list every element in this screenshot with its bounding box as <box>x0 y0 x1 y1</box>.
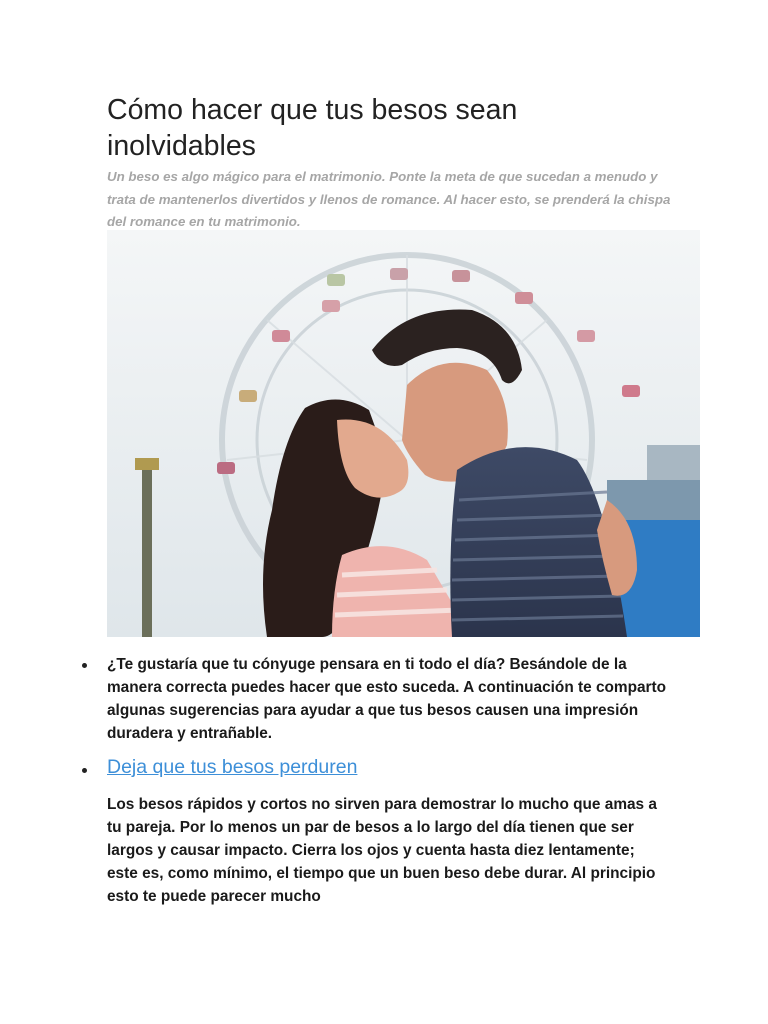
couple-kissing-photo <box>107 230 700 637</box>
section-paragraph: Los besos rápidos y cortos no sirven para demostrar lo mucho que amas a tu pareja. Por lo menos un par de besos a lo largo del día tienen que ser largos y causar impacto. Cierra los ojos y cuenta hasta diez lentamente; este es, como mínimo, el tiempo que un buen beso debe durar. Al principio esto te puede parecer mucho <box>107 796 657 905</box>
section-heading-link[interactable]: Deja que tus besos perduren <box>107 756 358 778</box>
article-title: Cómo hacer que tus besos sean inolvidables <box>107 94 518 162</box>
bullet-paragraph: ¿Te gustaría que tu cónyuge pensara en ti todo el día? Besándole de la manera correcta puedes hacer que esto suceda. A continuación te comparto algunas sugerencias para ayudar a que tus besos causen una impresión duradera y entrañable. <box>107 656 667 742</box>
article-intro: Un beso es algo mágico para el matrimonio. Ponte la meta de que sucedan a menudo y trata de mantenerlos divertidos y llenos de romance. Al hacer esto, se prenderá la chispa del romance en tu matrimonio. <box>107 169 671 229</box>
bullet-marker <box>82 663 87 668</box>
bullet-marker <box>82 768 87 773</box>
